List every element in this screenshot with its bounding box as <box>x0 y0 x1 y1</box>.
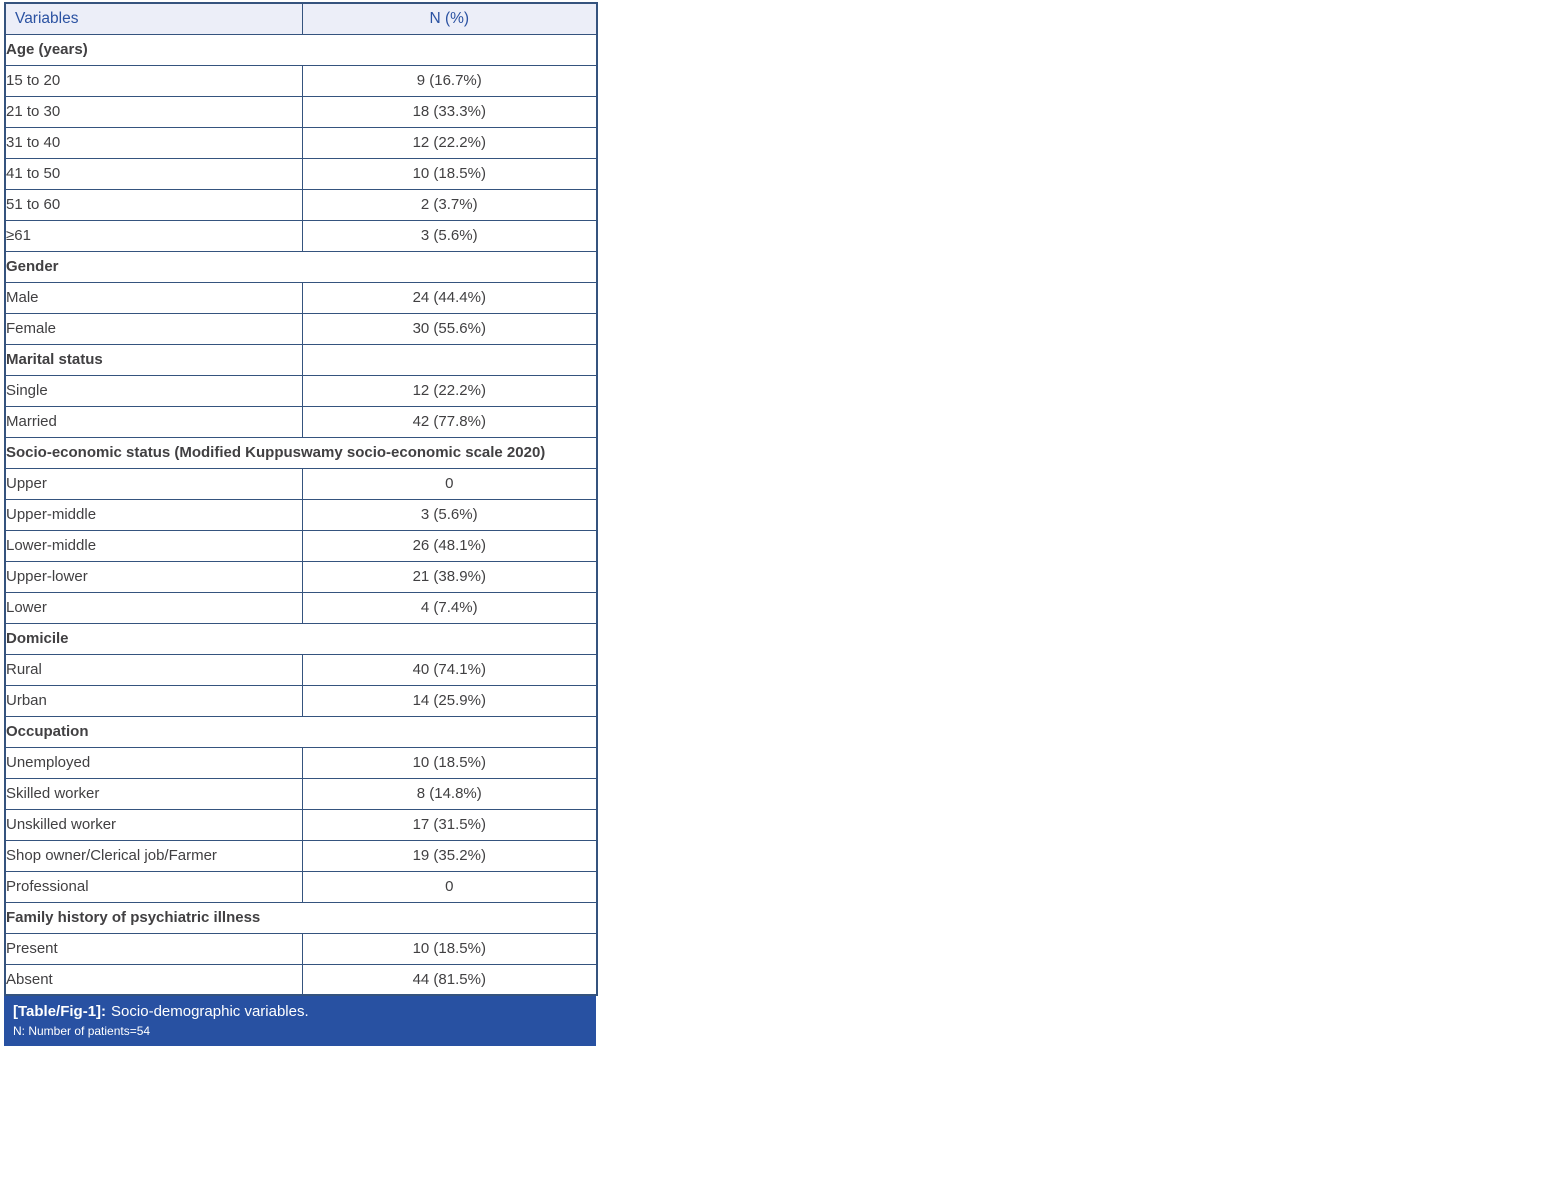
row-value: 40 (74.1%) <box>302 654 597 685</box>
row-label: 31 to 40 <box>5 127 302 158</box>
table-row <box>5 561 597 592</box>
row-label: Rural <box>5 654 302 685</box>
row-value: 21 (38.9%) <box>302 561 597 592</box>
table-row <box>5 375 597 406</box>
row-value-empty <box>302 344 597 375</box>
table-row <box>5 499 597 530</box>
table-row <box>5 840 597 871</box>
section-label: Occupation <box>5 716 597 747</box>
socio-demographic-table-figure <box>4 2 596 1046</box>
row-label: Unemployed <box>5 747 302 778</box>
row-value: 17 (31.5%) <box>302 809 597 840</box>
table-row <box>5 65 597 96</box>
table-footnote: N: Number of patients=54 <box>13 1024 151 1038</box>
table-row <box>5 96 597 127</box>
row-label: Skilled worker <box>5 778 302 809</box>
row-label: Upper <box>5 468 302 499</box>
row-label: Upper-lower <box>5 561 302 592</box>
row-label: Lower <box>5 592 302 623</box>
table-row <box>5 871 597 902</box>
row-value: 9 (16.7%) <box>302 65 597 96</box>
row-value: 12 (22.2%) <box>302 375 597 406</box>
section-row-occupation <box>5 716 597 747</box>
section-row-socio-economic-status <box>5 437 597 468</box>
row-value: 3 (5.6%) <box>302 220 597 251</box>
table-row <box>5 778 597 809</box>
table-row <box>5 530 597 561</box>
row-value: 18 (33.3%) <box>302 96 597 127</box>
row-value: 44 (81.5%) <box>302 964 597 995</box>
section-row-domicile <box>5 623 597 654</box>
row-label: Upper-middle <box>5 499 302 530</box>
row-label: Present <box>5 933 302 964</box>
table-row <box>5 158 597 189</box>
row-value: 30 (55.6%) <box>302 313 597 344</box>
section-row-age <box>5 34 597 65</box>
row-value: 26 (48.1%) <box>302 530 597 561</box>
table-caption-bar <box>4 996 596 1046</box>
row-label: Female <box>5 313 302 344</box>
row-label: Urban <box>5 685 302 716</box>
section-label: Family history of psychiatric illness <box>5 902 597 933</box>
row-value: 10 (18.5%) <box>302 158 597 189</box>
table-row <box>5 654 597 685</box>
section-label: Age (years) <box>5 34 597 65</box>
row-label: ≥61 <box>5 220 302 251</box>
socio-demographic-table <box>4 2 598 996</box>
row-value: 19 (35.2%) <box>302 840 597 871</box>
row-value: 10 (18.5%) <box>302 933 597 964</box>
row-value: 14 (25.9%) <box>302 685 597 716</box>
table-row <box>5 933 597 964</box>
row-value: 42 (77.8%) <box>302 406 597 437</box>
table-row <box>5 313 597 344</box>
row-value: 8 (14.8%) <box>302 778 597 809</box>
table-caption <box>13 1002 587 1022</box>
table-row <box>5 685 597 716</box>
row-label: 15 to 20 <box>5 65 302 96</box>
row-label: Male <box>5 282 302 313</box>
table-row <box>5 189 597 220</box>
row-value: 0 <box>302 871 597 902</box>
row-label: Absent <box>5 964 302 995</box>
row-value: 2 (3.7%) <box>302 189 597 220</box>
table-row <box>5 220 597 251</box>
section-label: Socio-economic status (Modified Kuppuswamy socio-economic scale 2020) <box>5 437 597 468</box>
row-label: 21 to 30 <box>5 96 302 127</box>
header-row <box>5 3 597 34</box>
section-row-family-history <box>5 902 597 933</box>
table-row <box>5 406 597 437</box>
table-caption-title: Socio-demographic variables. <box>111 1003 309 1020</box>
table-row <box>5 468 597 499</box>
row-value: 3 (5.6%) <box>302 499 597 530</box>
section-label: Domicile <box>5 623 597 654</box>
row-label: 51 to 60 <box>5 189 302 220</box>
row-label: Single <box>5 375 302 406</box>
row-value: 0 <box>302 468 597 499</box>
row-label: Lower-middle <box>5 530 302 561</box>
section-label: Marital status <box>5 344 302 375</box>
table-row <box>5 127 597 158</box>
column-header-variables: Variables <box>5 3 302 34</box>
row-label: Married <box>5 406 302 437</box>
row-label: Unskilled worker <box>5 809 302 840</box>
column-header-n-percent: N (%) <box>302 3 597 34</box>
table-row <box>5 809 597 840</box>
table-row <box>5 282 597 313</box>
section-row-marital-status <box>5 344 597 375</box>
row-label: Shop owner/Clerical job/Farmer <box>5 840 302 871</box>
section-row-gender <box>5 251 597 282</box>
row-value: 4 (7.4%) <box>302 592 597 623</box>
table-row <box>5 964 597 995</box>
table-row <box>5 592 597 623</box>
row-label: 41 to 50 <box>5 158 302 189</box>
section-label: Gender <box>5 251 597 282</box>
row-value: 12 (22.2%) <box>302 127 597 158</box>
table-row <box>5 747 597 778</box>
table-caption-tag: [Table/Fig-1]: <box>13 1003 107 1020</box>
row-value: 10 (18.5%) <box>302 747 597 778</box>
row-value: 24 (44.4%) <box>302 282 597 313</box>
row-label: Professional <box>5 871 302 902</box>
